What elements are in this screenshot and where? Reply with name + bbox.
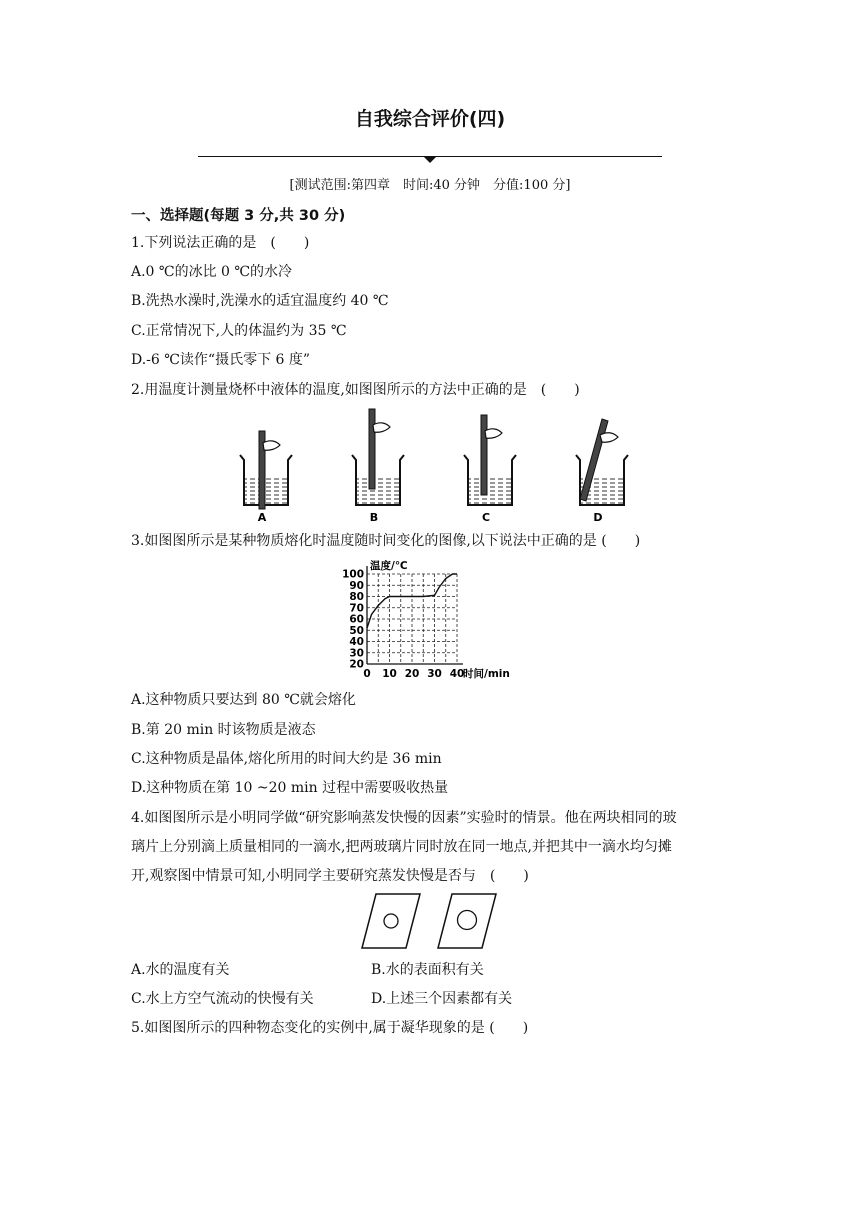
beaker-c	[464, 415, 516, 524]
y-tick-label: 60	[349, 613, 364, 626]
y-tick-label: 40	[349, 636, 364, 648]
y-tick-label: 50	[349, 624, 364, 637]
q4-stem-line3: 开,观察图中情景可知,小明同学主要研究蒸发快慢是否与 ( )	[131, 868, 529, 884]
q4-stem-line2: 璃片上分别滴上质量相同的一滴水,把两玻璃片同时放在同一地点,并把其中一滴水均匀摊	[131, 839, 672, 855]
page-title: 自我综合评价(四)	[354, 108, 506, 130]
y-tick-label: 100	[342, 568, 364, 581]
q3-melting-chart	[340, 556, 530, 684]
q1-option-a: A.0 ℃的冰比 0 ℃的水冷	[131, 264, 293, 280]
label-d: D	[593, 511, 603, 524]
q2-stem: 2.用温度计测量烧杯中液体的温度,如图图所示的方法中正确的是 ( )	[131, 382, 580, 398]
label-b: B	[369, 511, 379, 524]
label-c: C	[481, 511, 491, 524]
q3-option-c: C.这种物质是晶体,熔化所用的时间大约是 36 min	[131, 751, 442, 767]
q1-option-d: D.-6 ℃读作“摄氏零下 6 度”	[131, 352, 311, 368]
y-tick-label: 20	[349, 658, 364, 671]
q1-option-b: B.洗热水澡时,洗澡水的适宜温度约 40 ℃	[131, 293, 389, 309]
q4-stem-line1: 4.如图图所示是小明同学做“研究影响蒸发快慢的因素”实验时的情景。他在两块相同的玻	[131, 810, 677, 826]
beaker-b	[352, 409, 404, 524]
q3-option-a: A.这种物质只要达到 80 ℃就会熔化	[131, 692, 356, 708]
x-tick-label: 0	[363, 668, 371, 680]
q4-option-a: A.水的温度有关	[131, 962, 230, 978]
y-tick-label: 80	[349, 591, 364, 603]
x-tick-label: 10	[382, 668, 397, 680]
x-axis-label: 时间/min	[463, 668, 510, 680]
x-tick-label: 30	[427, 668, 442, 680]
q4-option-c: C.水上方空气流动的快慢有关	[131, 991, 314, 1007]
q5-stem: 5.如图图所示的四种物态变化的实例中,属于凝华现象的是 ( )	[131, 1020, 529, 1036]
q3-option-d: D.这种物质在第 10 ~20 min 过程中需要吸收热量	[131, 780, 449, 796]
q4-glass-plates	[360, 892, 500, 952]
q1-option-c: C.正常情况下,人的体温约为 35 ℃	[131, 323, 347, 339]
water-drop-small	[384, 914, 398, 928]
q3-option-b: B.第 20 min 时该物质是液态	[131, 722, 316, 738]
y-tick-label: 70	[349, 602, 364, 615]
y-tick-label: 30	[349, 647, 364, 660]
q1-stem: 1.下列说法正确的是 ( )	[131, 235, 310, 251]
q3-stem: 3.如图图所示是某种物质熔化时温度随时间变化的图像,以下说法中正确的是 ( )	[131, 533, 641, 549]
beaker-a	[240, 431, 292, 524]
y-axis-label: 温度/℃	[370, 560, 408, 572]
beaker-d	[576, 419, 628, 524]
q4-option-b: B.水的表面积有关	[371, 962, 484, 978]
glass-plate-left	[362, 894, 420, 948]
y-tick-label: 90	[349, 579, 364, 592]
label-a: A	[257, 511, 267, 524]
x-tick-label: 20	[404, 668, 420, 680]
water-drop-spread	[458, 911, 477, 930]
title-rule-tip	[423, 156, 437, 163]
test-scope: [测试范围:第四章 时间:40 分钟 分值:100 分]	[289, 178, 571, 193]
q4-option-d: D.上述三个因素都有关	[371, 991, 513, 1007]
glass-plate-right	[438, 894, 496, 948]
x-tick-label: 40	[449, 668, 465, 680]
section-heading: 一、选择题(每题 3 分,共 30 分)	[131, 208, 346, 224]
q2-beaker-figures	[226, 405, 636, 525]
